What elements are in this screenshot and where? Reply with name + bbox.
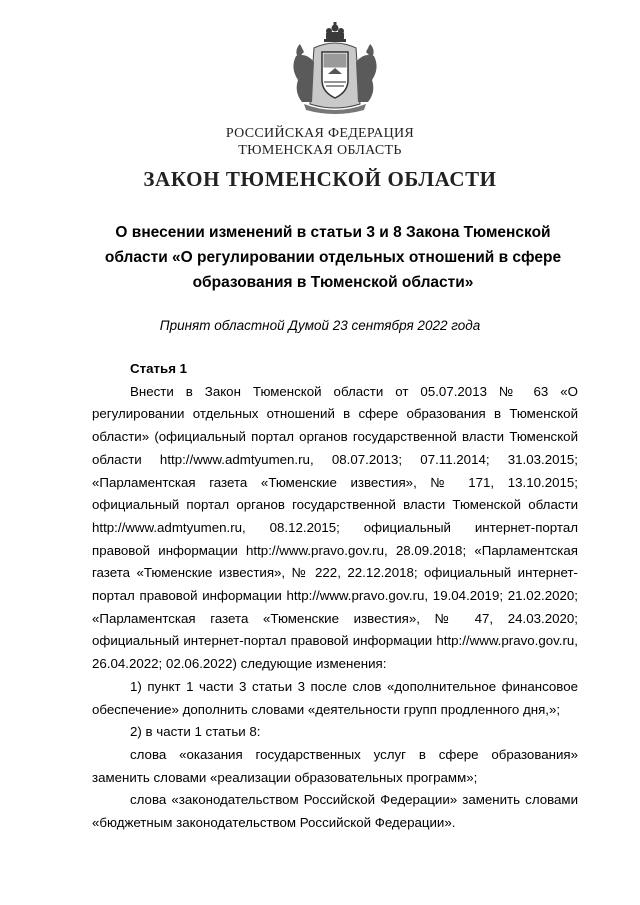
article-paragraph: слова «законодательством Российской Федерации» заменить словами «бюджетным законодательством Российской Федерации». [92, 792, 578, 831]
header-country: РОССИЙСКАЯ ФЕДЕРАЦИЯ [225, 126, 415, 141]
article-paragraph: 2) в части 1 статьи 8: [130, 724, 261, 740]
header-region: ТЮМЕНСКАЯ ОБЛАСТЬ [238, 143, 402, 158]
law-body [92, 358, 578, 835]
coat-of-arms-icon [284, 22, 386, 117]
document-type-heading: ЗАКОН ТЮМЕНСКОЙ ОБЛАСТИ [143, 167, 497, 191]
law-title: О внесении изменений в статьи 3 и 8 Закона Тюменской области «О регулировании отдельных отношений в сфере образования в Тюменской области» [104, 224, 562, 291]
article-paragraph: Внести в Закон Тюменской области от 05.07.2013 № 63 «О регулировании отдельных отношений в сфере образования в Тюменской области» (официальный портал органов государственной власти Тюменской области http://www.admtyumen.ru, 08.07.2013; 07.11.2014; 31.03.2015; «Парламентская газета «Тюменские известия», № 171, 13.10.2015; официальный портал органов государственной власти Тюменской области http://www.admtyumen.ru, 08.12.2015; официальный интернет-портал правовой информации http://www.pravo.gov.ru, 28.09.2018; «Парламентская газета «Тюменские известия», № 222, 22.12.2018; официальный интернет-портал правовой информации http://www.pravo.gov.ru, 19.04.2019; 21.02.2020; «Парламентская газета «Тюменские известия», № 47, 24.03.2020; официальный интернет-портал правовой информации http://www.pravo.gov.ru, 26.04.2022; 02.06.2022) следующие изменения: [92, 383, 578, 672]
article-paragraph: 1) пункт 1 части 3 статьи 3 после слов «дополнительное финансовое обеспечение» дополнить словами «деятельности групп продленного дня,»; [92, 678, 578, 717]
adoption-note: Принят областной Думой 23 сентября 2022 года [159, 318, 481, 333]
article-heading: Статья 1 [130, 361, 188, 376]
article-paragraph: слова «оказания государственных услуг в сфере образования» заменить словами «реализации образовательных программ»; [92, 746, 578, 785]
